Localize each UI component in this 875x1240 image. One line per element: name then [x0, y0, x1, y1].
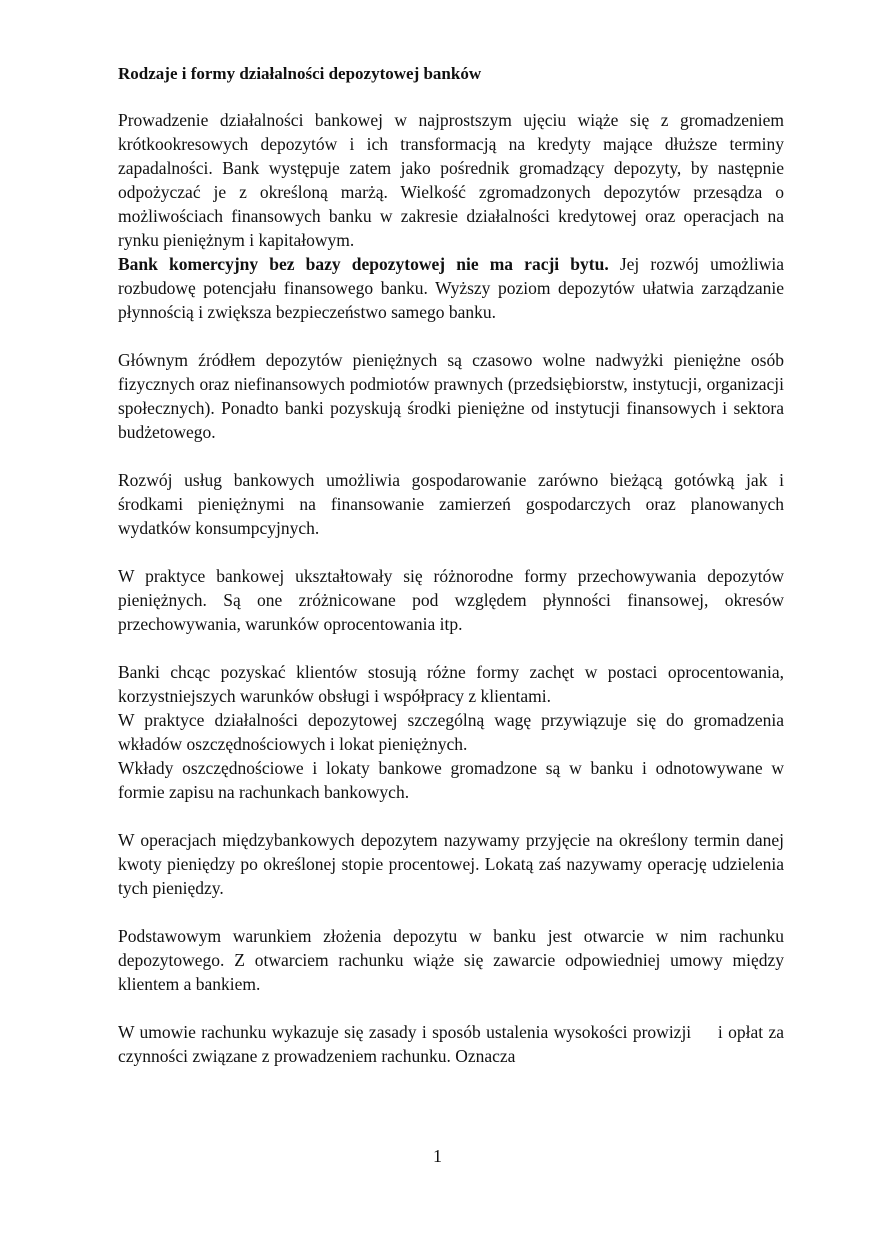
- page-number: 1: [433, 1146, 442, 1166]
- paragraph-deposit-base-text: Jej rozwój umożliwia rozbudowę potencjału finansowego banku. Wyższy poziom depozytów ułatwia zarządzanie płynnością i zwiększa bezpieczeństwo samego banku.: [118, 254, 785, 322]
- paragraph-forms: W praktyce bankowej ukształtowały się różnorodne formy przechowywania depozytów pieniężnych. Są one zróżnicowane pod względem płynności finansowej, okresów przechowywania, warunków oprocentowania itp.: [118, 566, 784, 634]
- paragraph-account-agreement: W umowie rachunku wykazuje się zasady i sposób ustalenia wysokości prowizji i opłat za czynności związane z prowadzeniem rachunku. Oznacza: [118, 1022, 789, 1066]
- paragraph-sources: Głównym źródłem depozytów pieniężnych są czasowo wolne nadwyżki pieniężne osób fizycznych oraz niefinansowych podmiotów prawnych (przedsiębiorstw, instytucji, organizacji społecznych). Ponadto banki pozyskują środki pieniężne od instytucji finansowych i sektora budżetowego.: [118, 350, 784, 442]
- paragraph-intro: Prowadzenie działalności bankowej w najprostszym ujęciu wiąże się z gromadzeniem krótkookresowych depozytów i ich transformacją na kredyty mające dłuższe terminy zapadalności. Bank występuje zatem jako pośrednik gromadzący depozyty, by następnie odpożyczać je z określoną marżą. Wielkość zgromadzonych depozytów przesądza o możliwościach finansowych banku w zakresie działalności kredytowej oraz operacjach na rynku pieniężnym i kapitałowym.: [118, 110, 784, 250]
- paragraph-savings: Wkłady oszczędnościowe i lokaty bankowe gromadzone są w banku i odnotowywane w formie zapisu na rachunkach bankowych.: [118, 758, 784, 802]
- paragraph-interbank: W operacjach międzybankowych depozytem nazywamy przyjęcie na określony termin danej kwoty pieniędzy po określonej stopie procentowej. Lokatą zaś nazywamy operację udzielenia tych pieniędzy.: [118, 830, 784, 898]
- paragraph-deposit-base: [118, 252, 784, 324]
- paragraph-services: Rozwój usług bankowych umożliwia gospodarowanie zarówno bieżącą gotówką jak i środkami pieniężnymi na finansowanie zamierzeń gospodarczych oraz planowanych wydatków konsumpcyjnych.: [118, 470, 784, 538]
- paragraph-bold-lead: Bank komercyjny bez bazy depozytowej nie ma racji bytu.: [118, 254, 609, 274]
- document-title: Rodzaje i formy działalności depozytowej banków: [118, 64, 482, 83]
- document-page: [118, 62, 789, 1068]
- paragraph-incentives: Banki chcąc pozyskać klientów stosują różne formy zachęt w postaci oprocentowania, korzystniejszych warunków obsługi i współpracy z klientami.: [118, 662, 784, 706]
- paragraph-practice: W praktyce działalności depozytowej szczególną wagę przywiązuje się do gromadzenia wkładów oszczędnościowych i lokat pieniężnych.: [118, 710, 784, 754]
- paragraph-account-opening: Podstawowym warunkiem złożenia depozytu w banku jest otwarcie w nim rachunku depozytowego. Z otwarciem rachunku wiąże się zawarcie odpowiedniej umowy między klientem a bankiem.: [118, 926, 784, 994]
